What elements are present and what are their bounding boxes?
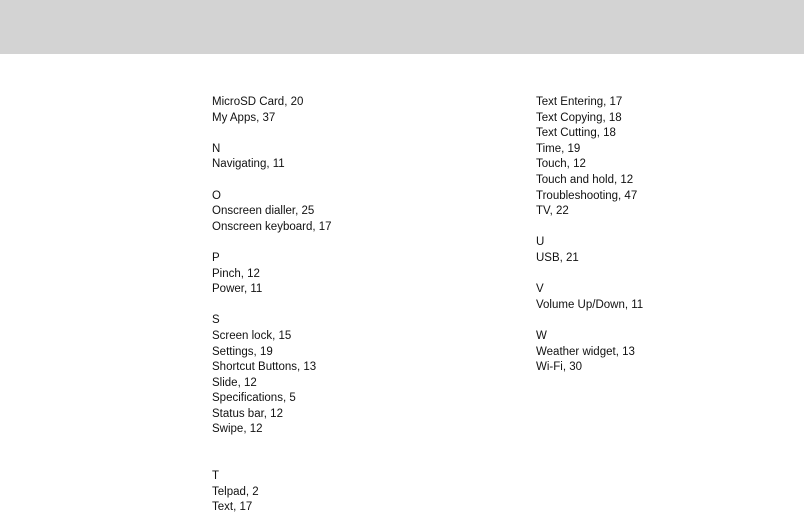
- index-entry: Weather widget, 13: [536, 345, 635, 358]
- index-entry: Time, 19: [536, 142, 581, 155]
- index-entry: Text Cutting, 18: [536, 127, 616, 140]
- index-entry: Shortcut Buttons, 13: [212, 361, 317, 374]
- spacer: [536, 220, 796, 236]
- index-letter-heading: P: [212, 251, 220, 264]
- index-letter-heading: U: [536, 236, 545, 249]
- index-entry: Touch and hold, 12: [536, 173, 634, 186]
- index-letter-heading: T: [212, 470, 220, 483]
- index-entry: Status bar, 12: [212, 407, 283, 420]
- index-entry: Wi-Fi, 30: [536, 361, 582, 374]
- index-letter-heading: O: [212, 189, 221, 202]
- index-letter-heading: W: [536, 329, 547, 342]
- index-entry: Screen lock, 15: [212, 329, 292, 342]
- index-entry: Onscreen keyboard, 17: [212, 220, 332, 233]
- index-entry: Telpad, 2: [212, 485, 259, 498]
- index-entry: Slide, 12: [212, 376, 257, 389]
- index-entry: Text Entering, 17: [536, 96, 623, 108]
- index-column-left: [212, 95, 472, 516]
- index-entry: Troubleshooting, 47: [536, 189, 638, 202]
- index-letter-heading: N: [212, 142, 221, 155]
- index-entry: Pinch, 12: [212, 267, 260, 280]
- index-entry: Onscreen dialler, 25: [212, 205, 315, 218]
- spacer: [212, 126, 472, 142]
- spacer: [212, 438, 472, 469]
- index-letter-heading: V: [536, 283, 544, 296]
- index-entry: Specifications, 5: [212, 392, 296, 405]
- index-entry: Text Copying, 18: [536, 111, 622, 124]
- index-entry: USB, 21: [536, 251, 579, 264]
- index-entry: My Apps, 37: [212, 111, 276, 124]
- header-band: [0, 0, 804, 54]
- spacer: [212, 298, 472, 314]
- index-entry: Volume Up/Down, 11: [536, 298, 644, 311]
- spacer: [536, 267, 796, 283]
- index-column-right: [536, 95, 796, 376]
- index-letter-heading: S: [212, 314, 220, 327]
- spacer: [536, 313, 796, 329]
- index-entry: Swipe, 12: [212, 423, 263, 436]
- index-entry: MicroSD Card, 20: [212, 96, 304, 108]
- index-entry: Text, 17: [212, 501, 253, 514]
- index-entry: Navigating, 11: [212, 158, 285, 171]
- index-entry: Power, 11: [212, 283, 263, 296]
- spacer: [212, 235, 472, 251]
- spacer: [212, 173, 472, 189]
- index-entry: Touch, 12: [536, 158, 586, 171]
- index-entry: Settings, 19: [212, 345, 273, 358]
- index-entry: TV, 22: [536, 205, 569, 218]
